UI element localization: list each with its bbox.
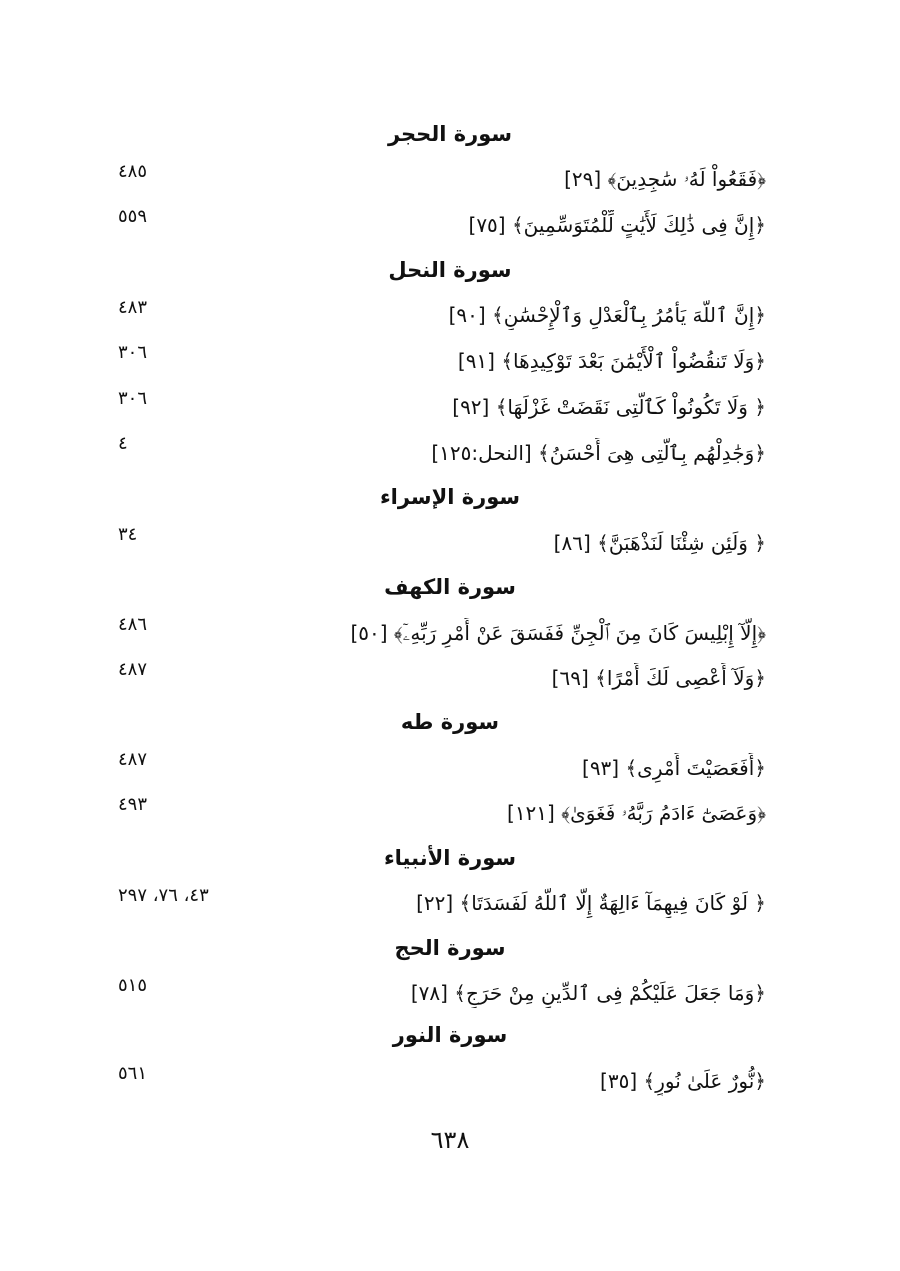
surah-title-ta-ha: سورة طه bbox=[400, 710, 500, 734]
verse-entry: ﴿أَفَعَصَيْتَ أَمْرِى﴾ [٩٣] bbox=[582, 756, 766, 780]
verse-entry: ﴿إِلَّآ إِبْلِيسَ كَانَ مِنَ ٱلْجِنِّ فَفَسَقَ عَنْ أَمْرِ رَبِّهِۦٓ﴾ [٥٠] bbox=[350, 621, 766, 645]
page-reference: ٤٩٣ bbox=[118, 794, 148, 815]
verse-entry: ﴿فَقَعُواْ لَهُۥ سَٰجِدِينَ﴾ [٢٩] bbox=[564, 167, 766, 191]
surah-title-al-anbiya: سورة الأنبياء bbox=[383, 846, 517, 870]
page-reference: ٤ bbox=[118, 433, 128, 454]
page-reference: ٣٠٦ bbox=[118, 388, 148, 409]
surah-title-an-nur: سورة النور bbox=[392, 1023, 508, 1047]
verse-entry: ﴿ وَلَا تَكُونُواْ كَٱلَّتِى نَقَضَتْ غَزْلَهَا﴾ [٩٢] bbox=[452, 395, 766, 419]
verse-entry: ﴿ لَوْ كَانَ فِيهِمَآ ءَالِهَةٌ إِلَّا ٱللَّهُ لَفَسَدَتَا﴾ [٢٢] bbox=[416, 891, 766, 915]
verse-entry: ﴿إِنَّ فِى ذَٰلِكَ لَأَيَٰتٍ لِّلْمُتَوَسِّمِينَ﴾ [٧٥] bbox=[468, 213, 766, 237]
page-reference: ٤٨٧ bbox=[118, 749, 148, 770]
surah-title-al-kahf: سورة الكهف bbox=[384, 575, 516, 599]
surah-title-al-hajj: سورة الحج bbox=[394, 936, 506, 960]
page-reference: ٤٣، ٧٦، ٢٩٧ bbox=[118, 885, 209, 906]
page-reference: ٤٨٥ bbox=[118, 161, 148, 182]
page-reference: ٣٠٦ bbox=[118, 342, 148, 363]
surah-title-al-isra: سورة الإسراء bbox=[379, 485, 521, 509]
verse-entry: ﴿وَلَآ أَعْصِى لَكَ أَمْرًا﴾ [٦٩] bbox=[551, 666, 766, 690]
surah-title-al-hijr: سورة الحجر bbox=[387, 122, 513, 146]
page-reference: ٥٦١ bbox=[118, 1063, 148, 1084]
verse-entry: ﴿نُّورٌ عَلَىٰ نُورٍ﴾ [٣٥] bbox=[600, 1069, 766, 1093]
page-reference: ٤٨٧ bbox=[118, 659, 148, 680]
verse-entry: ﴿إِنَّ ٱللَّهَ يَأْمُرُ بِٱلْعَدْلِ وَٱلْإِحْسَٰنِ﴾ [٩٠] bbox=[448, 303, 766, 327]
page-reference: ٤٨٣ bbox=[118, 297, 148, 318]
page-reference: ٤٨٦ bbox=[118, 614, 148, 635]
page-reference: ٥١٥ bbox=[118, 975, 148, 996]
page-reference: ٥٥٩ bbox=[118, 206, 148, 227]
surah-title-an-nahl: سورة النحل bbox=[388, 258, 512, 282]
verse-entry: ﴿وَلَا تَنقُضُواْ ٱلْأَيْمَٰنَ بَعْدَ تَوْكِيدِهَا﴾ [٩١] bbox=[457, 349, 766, 373]
page-reference: ٣٤ bbox=[118, 524, 138, 545]
verse-entry: ﴿ وَلَئِن شِئْنَا لَنَذْهَبَنَّ﴾ [٨٦] bbox=[553, 531, 766, 555]
page-number: ٦٣٨ bbox=[430, 1126, 470, 1154]
verse-entry: ﴿وَجَٰدِلْهُم بِٱلَّتِى هِىَ أَحْسَنُ﴾ [النحل:١٢٥] bbox=[431, 441, 766, 465]
verse-entry: ﴿وَعَصَىٰٓ ءَادَمُ رَبَّهُۥ فَغَوَىٰ﴾ [١٢١] bbox=[507, 801, 766, 825]
verse-entry: ﴿وَمَا جَعَلَ عَلَيْكُمْ فِى ٱلدِّينِ مِنْ حَرَجٍ﴾ [٧٨] bbox=[410, 981, 766, 1005]
